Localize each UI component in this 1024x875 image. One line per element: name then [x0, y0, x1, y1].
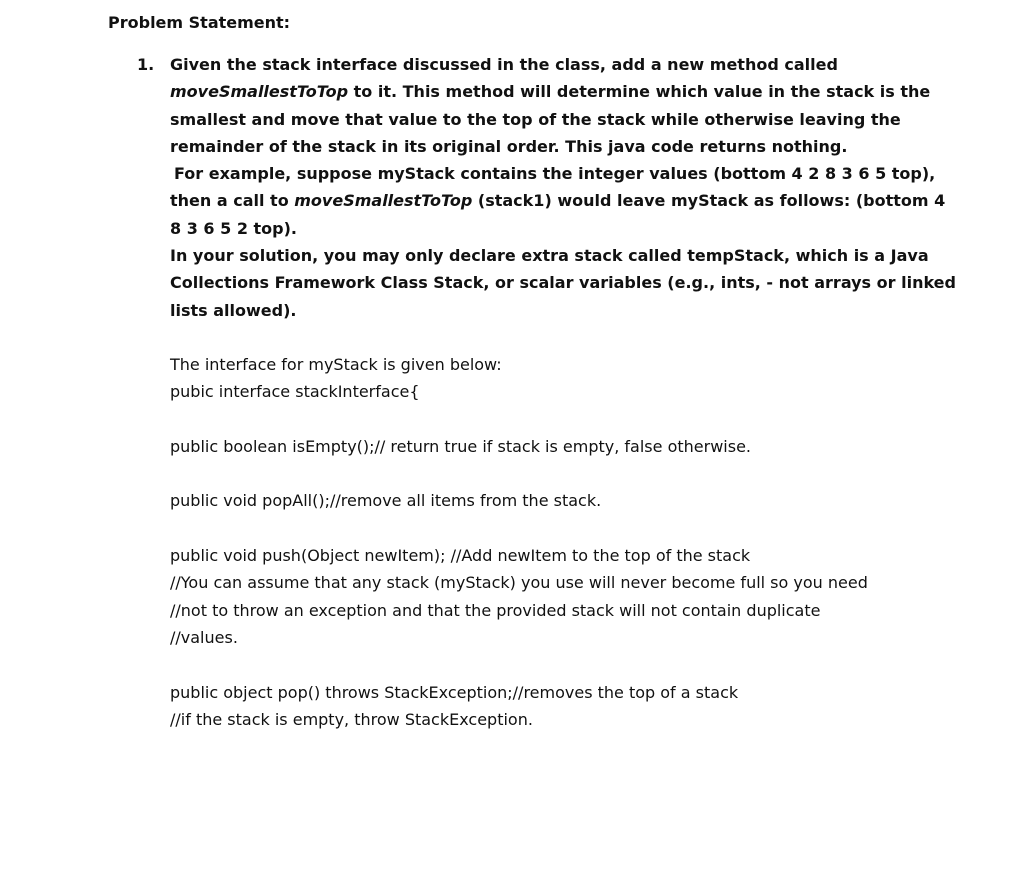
pop-comment: //if the stack is empty, throw StackException.: [170, 709, 533, 729]
method-popall: public void popAll();//remove all items from the stack.: [170, 491, 602, 511]
method-push: public void push(Object newItem); //Add newItem to the top of the stack: [170, 546, 751, 566]
example-line: [170, 189, 946, 216]
push-comment: //values.: [170, 627, 238, 647]
interface-definition: [170, 353, 930, 735]
constraint-line: lists allowed).: [170, 300, 297, 320]
example-line: 8 3 6 5 2 top).: [170, 218, 297, 238]
interface-intro: The interface for myStack is given below:: [170, 355, 502, 374]
problem-line: Given the stack interface discussed in the class, add a new method called: [170, 55, 838, 74]
blank-line: [170, 462, 930, 489]
problem-description: [170, 53, 956, 326]
problem-line: [170, 80, 930, 107]
push-comment: //You can assume that any stack (myStack) you use will never become full so you need: [170, 573, 868, 593]
method-name: moveSmallestToTop: [170, 82, 349, 102]
problem-line-text: then a call to: [170, 191, 295, 211]
problem-line-text: (stack1) would leave myStack as follows: (bottom 4: [472, 191, 946, 211]
blank-line: [170, 653, 930, 680]
constraint-line: In your solution, you may only declare extra stack called tempStack, which is a Java: [170, 246, 929, 266]
problem-statement-heading: Problem Statement:: [108, 13, 291, 32]
blank-line: [170, 408, 930, 435]
method-name: moveSmallestToTop: [294, 191, 473, 211]
problem-line: remainder of the stack in its original order. This java code returns nothing.: [170, 136, 848, 156]
method-isempty: public boolean isEmpty();// return true if stack is empty, false otherwise.: [170, 436, 751, 456]
constraint-line: Collections Framework Class Stack, or scalar variables (e.g., ints, - not arrays or linked: [170, 273, 956, 293]
push-comment: //not to throw an exception and that the provided stack will not contain duplicate: [170, 600, 821, 620]
list-item-number: 1.: [137, 55, 155, 74]
example-line: For example, suppose myStack contains the integer values (bottom 4 2 8 3 6 5 top),: [174, 164, 936, 184]
problem-line-text: to it. This method will determine which value in the stack is the: [348, 82, 931, 102]
problem-line: smallest and move that value to the top of the stack while otherwise leaving the: [170, 109, 901, 129]
blank-line: [170, 517, 930, 544]
method-pop: public object pop() throws StackException;//removes the top of a stack: [170, 682, 739, 702]
interface-declaration: pubic interface stackInterface{: [170, 382, 420, 402]
